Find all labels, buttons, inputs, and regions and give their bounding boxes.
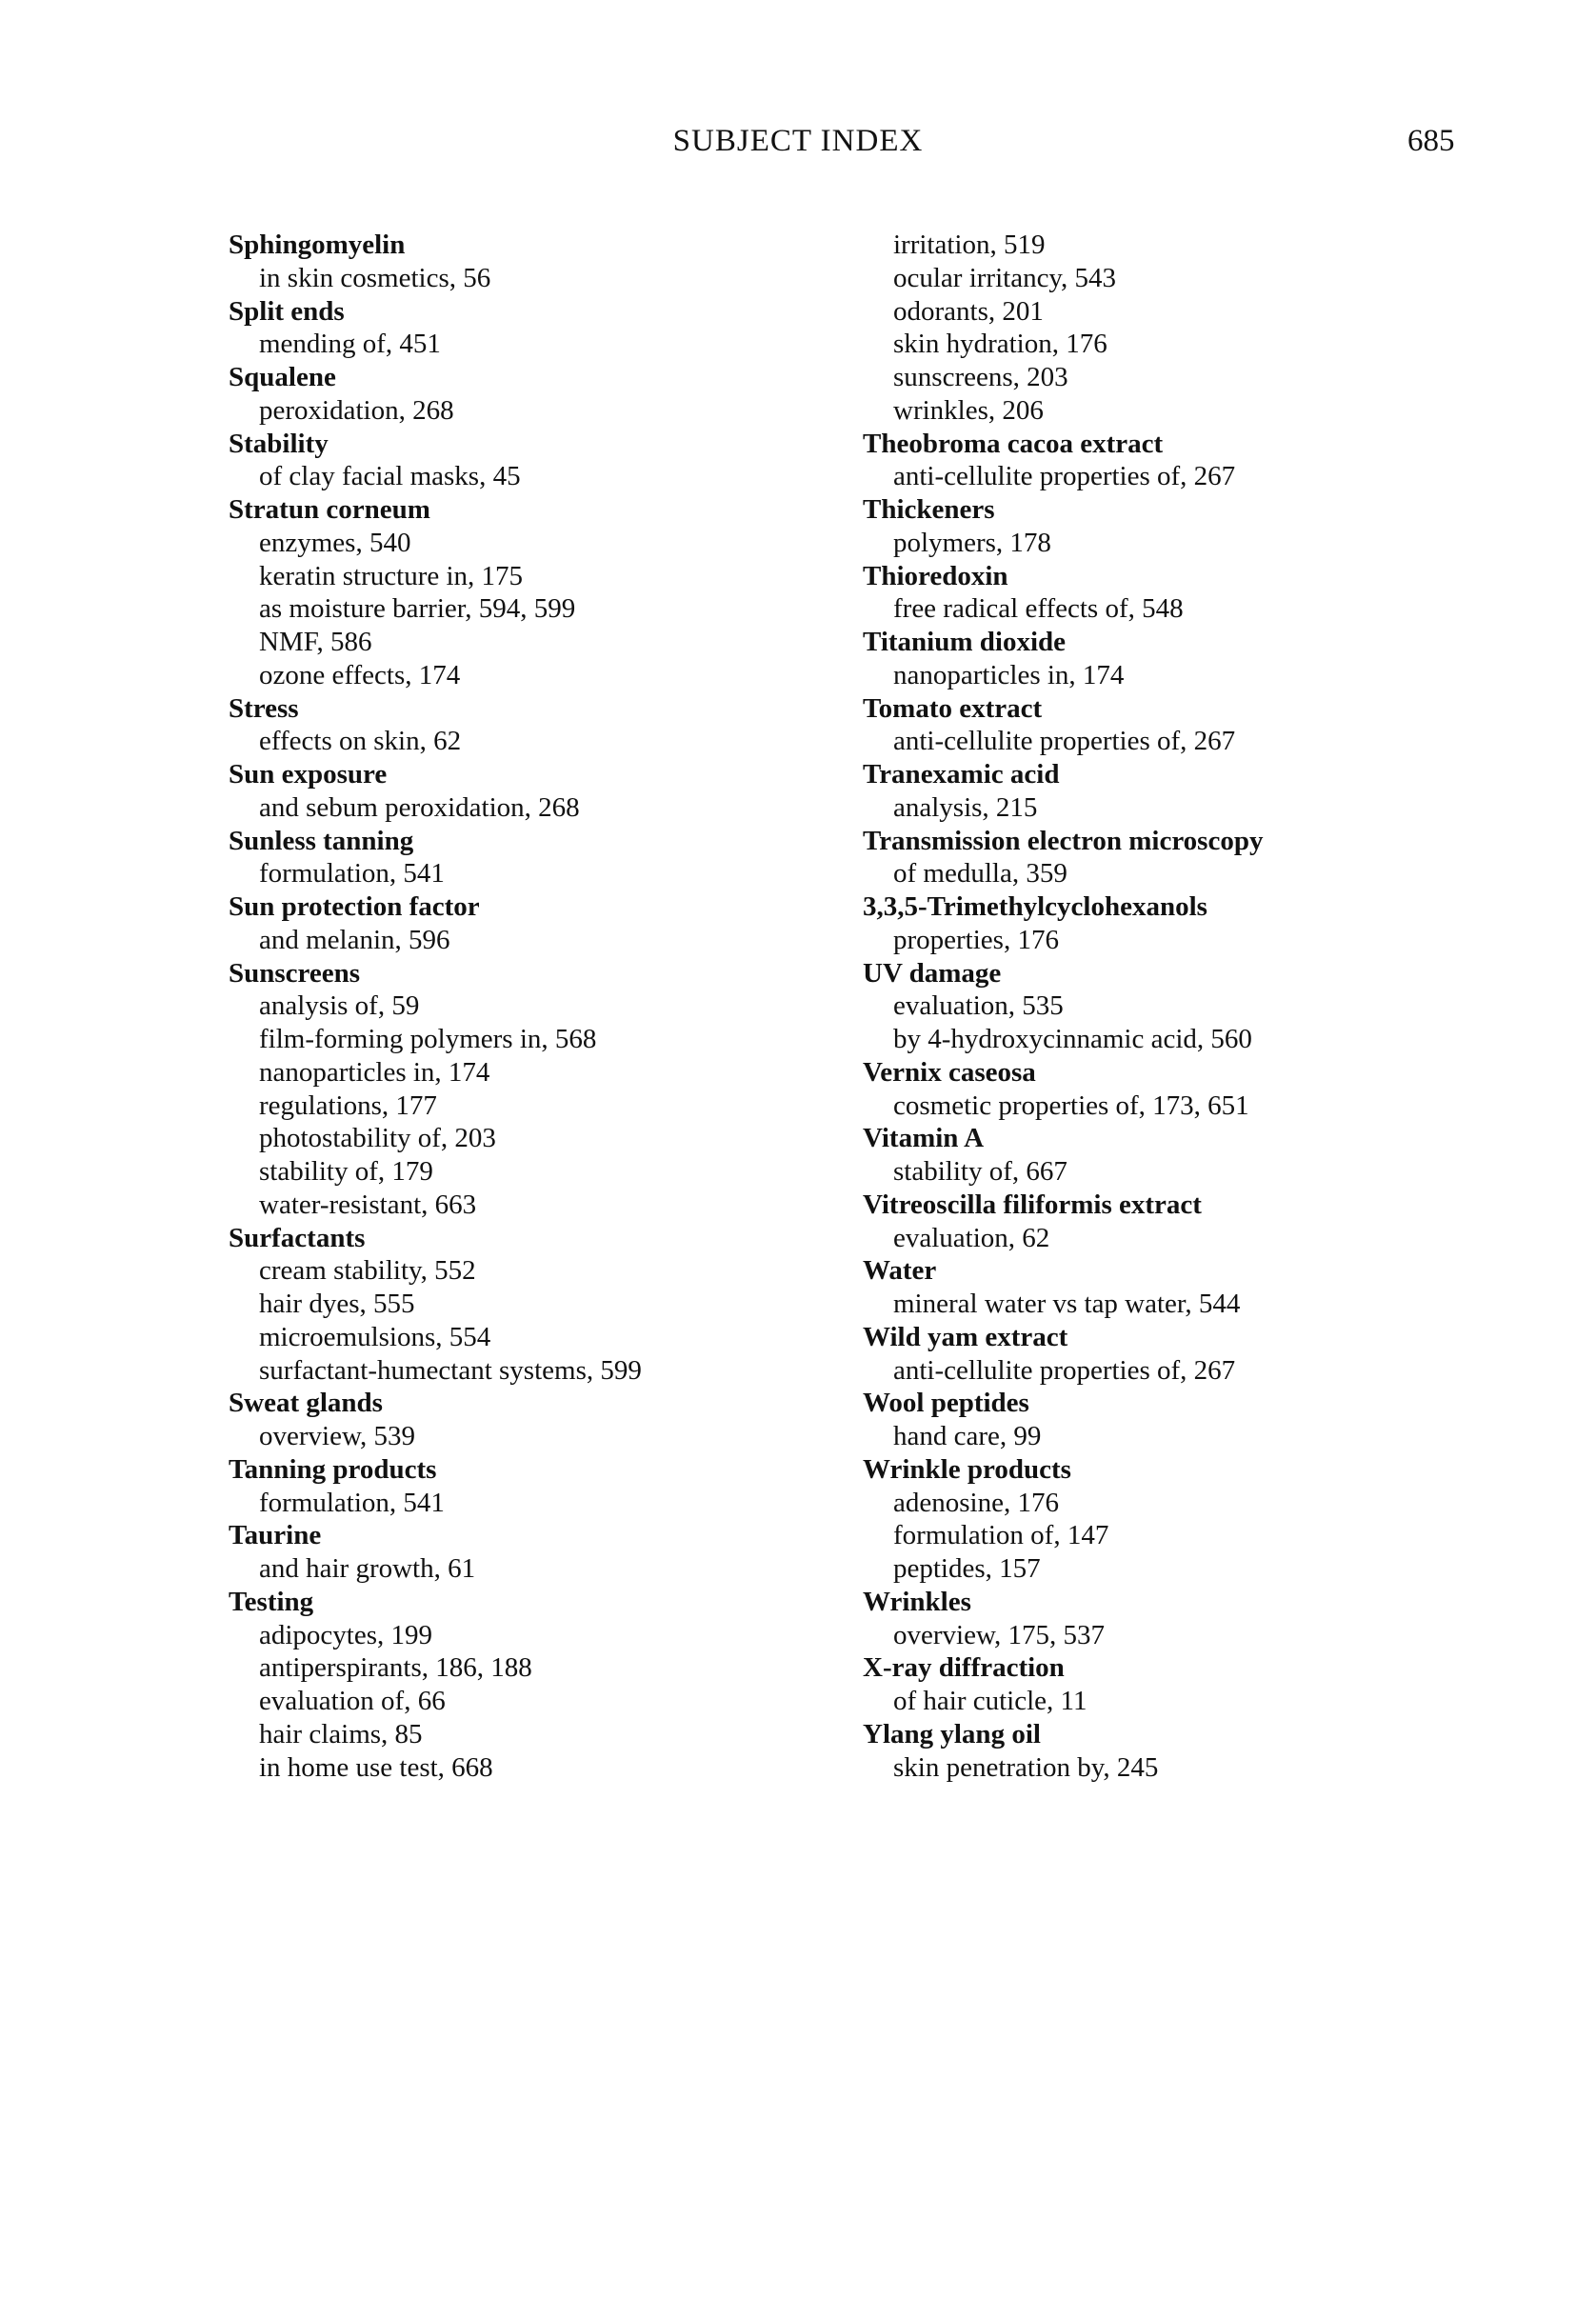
index-subentry: peptides, 157 [893,1553,1041,1584]
index-subentry: enzymes, 540 [259,527,411,558]
index-subentry: hand care, 99 [893,1421,1042,1451]
index-heading: Transmission electron microscopy [863,825,1264,856]
index-subentry: odorants, 201 [893,295,1044,327]
index-subentry: as moisture barrier, 594, 599 [259,593,576,625]
index-heading: Stratun corneum [229,494,430,525]
index-heading: Thioredoxin [863,560,1008,591]
index-subentry: overview, 175, 537 [893,1619,1106,1650]
index-heading: Tanning products [229,1453,437,1485]
index-subentry: cream stability, 552 [259,1255,476,1287]
index-subentry: evaluation, 535 [893,990,1064,1022]
index-subentry: adipocytes, 199 [259,1619,433,1650]
index-subentry: stability of, 667 [893,1156,1067,1187]
index-heading: Water [863,1255,937,1287]
index-heading: Wool peptides [863,1388,1029,1419]
index-heading: Titanium dioxide [863,627,1066,657]
index-heading: Wrinkle products [863,1453,1071,1485]
index-subentry: anti-cellulite properties of, 267 [893,461,1236,492]
index-heading: Wrinkles [863,1586,971,1617]
page-number: 685 [1407,124,1455,158]
index-subentry: photostability of, 203 [259,1123,496,1154]
index-heading: Taurine [229,1520,322,1551]
index-heading: Surfactants [229,1222,366,1253]
index-subentry: keratin structure in, 175 [259,560,524,591]
index-subentry: analysis, 215 [893,791,1038,823]
index-subentry: formulation of, 147 [893,1520,1109,1551]
index-heading: Vitamin A [863,1123,985,1154]
index-subentry: of hair cuticle, 11 [893,1686,1087,1716]
index-subentry: stability of, 179 [259,1156,433,1187]
index-subentry: sunscreens, 203 [893,362,1068,392]
index-subentry: film-forming polymers in, 568 [259,1024,597,1054]
index-subentry: evaluation, 62 [893,1222,1050,1253]
index-column-right [863,229,1396,1784]
index-subentry: in skin cosmetics, 56 [259,262,491,293]
index-subentry: cosmetic properties of, 173, 651 [893,1090,1249,1121]
index-subentry: and melanin, 596 [259,924,450,955]
index-heading: Thickeners [863,494,995,525]
index-heading: Wild yam extract [863,1321,1068,1352]
index-subentry: ocular irritancy, 543 [893,262,1117,293]
index-subentry: skin penetration by, 245 [893,1751,1159,1783]
index-heading: Vernix caseosa [863,1056,1036,1088]
index-subentry: adenosine, 176 [893,1487,1059,1518]
index-subentry: microemulsions, 554 [259,1321,491,1352]
index-heading: Testing [229,1586,314,1617]
index-subentry: ozone effects, 174 [259,659,461,690]
index-heading: X-ray diffraction [863,1652,1065,1684]
index-subentry: by 4-hydroxycinnamic acid, 560 [893,1024,1252,1054]
index-heading: Sunscreens [229,957,361,989]
index-subentry: skin hydration, 176 [893,329,1107,360]
index-heading: Split ends [229,295,345,327]
index-heading: Stability [229,428,329,459]
index-subentry: nanoparticles in, 174 [259,1056,490,1088]
index-heading: Tomato extract [863,692,1043,724]
index-heading: Sphingomyelin [229,230,406,260]
index-heading: Ylang ylang oil [863,1718,1041,1749]
index-subentry: properties, 176 [893,924,1059,955]
index-subentry: evaluation of, 66 [259,1686,446,1716]
index-heading: UV damage [863,957,1002,989]
index-heading: Sweat glands [229,1388,383,1419]
index-subentry: effects on skin, 62 [259,726,462,757]
index-subentry: mineral water vs tap water, 544 [893,1289,1241,1319]
index-subentry: free radical effects of, 548 [893,593,1184,625]
index-subentry: hair dyes, 555 [259,1289,415,1319]
index-subentry: in home use test, 668 [259,1751,493,1783]
index-subentry: peroxidation, 268 [259,394,454,426]
index-subentry: nanoparticles in, 174 [893,659,1125,690]
index-column-left [229,229,838,1784]
index-heading: Tranexamic acid [863,759,1060,790]
index-subentry: NMF, 586 [259,627,372,657]
index-subentry: of clay facial masks, 45 [259,461,521,492]
index-subentry: anti-cellulite properties of, 267 [893,1354,1236,1386]
index-heading: Sun exposure [229,759,388,790]
index-heading: Squalene [229,362,336,392]
index-subentry: surfactant-humectant systems, 599 [259,1354,642,1386]
index-subentry: analysis of, 59 [259,990,420,1022]
index-heading: Theobroma cacoa extract [863,428,1164,459]
index-subentry: and sebum peroxidation, 268 [259,791,580,823]
page-title: SUBJECT INDEX [672,124,924,158]
index-subentry: irritation, 519 [893,230,1046,260]
index-subentry: formulation, 541 [259,858,445,890]
index-subentry: regulations, 177 [259,1090,437,1121]
index-subentry: and hair growth, 61 [259,1553,476,1584]
index-heading: Stress [229,692,299,724]
index-subentry: formulation, 541 [259,1487,445,1518]
index-subentry: hair claims, 85 [259,1718,423,1749]
index-subentry: polymers, 178 [893,527,1051,558]
index-subentry: antiperspirants, 186, 188 [259,1652,532,1684]
index-subentry: overview, 539 [259,1421,416,1451]
index-subentry: mending of, 451 [259,329,441,360]
index-subentry: anti-cellulite properties of, 267 [893,726,1236,757]
index-subentry: water-resistant, 663 [259,1189,477,1220]
index-heading: Sunless tanning [229,825,414,856]
index-heading: 3,3,5-Trimethylcyclohexanols [863,891,1207,922]
index-subentry: wrinkles, 206 [893,394,1044,426]
index-heading: Vitreoscilla filiformis extract [863,1189,1202,1220]
index-heading: Sun protection factor [229,891,480,922]
index-subentry: of medulla, 359 [893,858,1067,890]
